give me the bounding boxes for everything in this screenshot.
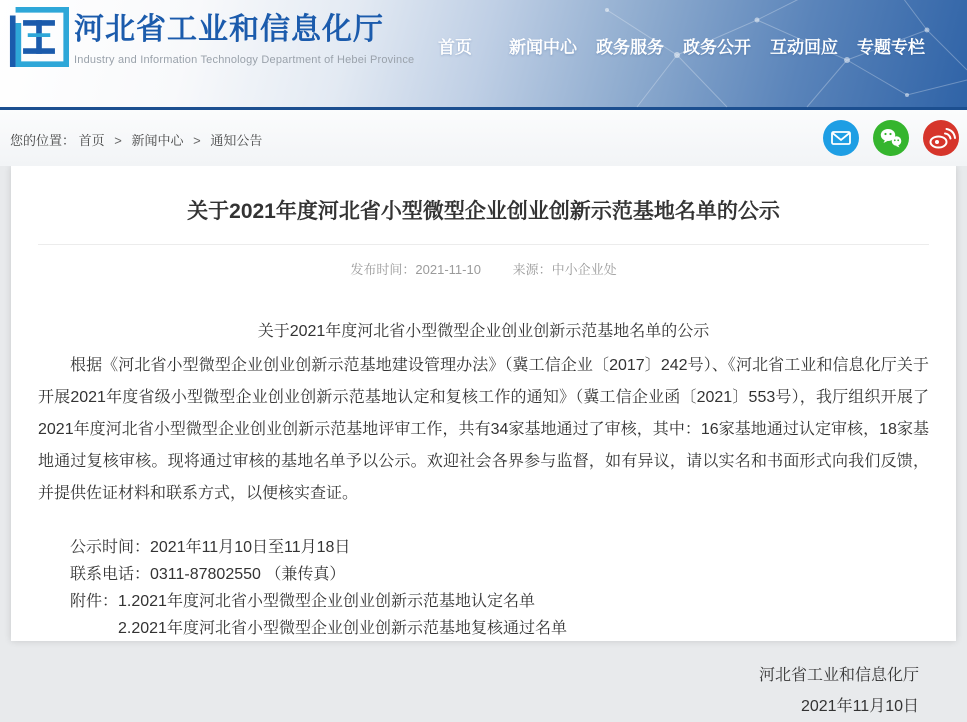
- hebei-miit-logo-icon[interactable]: [9, 7, 69, 67]
- article-title: 关于2021年度河北省小型微型企业创业创新示范基地名单的公示: [187, 200, 780, 223]
- signature-date: 2021年11月10日: [800, 698, 919, 715]
- site-brand: [74, 12, 414, 66]
- social-share-icons: [823, 120, 959, 156]
- breadcrumb-separator: >: [114, 133, 122, 148]
- site-header: [0, 0, 967, 107]
- email-icon[interactable]: [823, 120, 859, 156]
- breadcrumb-separator: >: [193, 133, 201, 148]
- breadcrumb-label: 您的位置：: [10, 133, 76, 148]
- nav-item-gov-services[interactable]: 政务服务: [596, 38, 664, 57]
- weibo-icon[interactable]: [923, 120, 959, 156]
- wechat-icon[interactable]: [873, 120, 909, 156]
- signature-block: [38, 660, 929, 722]
- breadcrumb-item-news-center[interactable]: 新闻中心: [131, 133, 184, 148]
- article-card: [11, 166, 956, 715]
- article-divider: [38, 244, 929, 245]
- attachment-link-2[interactable]: 2.2021年度河北省小型微型企业创业创新示范基地复核通过名单: [118, 620, 567, 637]
- site-subtitle: Industry and Information Technology Department of Hebei Province: [74, 54, 415, 66]
- body-title: 关于2021年度河北省小型微型企业创业创新示范基地名单的公示: [257, 323, 710, 340]
- breadcrumb-item-home[interactable]: 首页: [78, 133, 105, 148]
- nav-item-home[interactable]: 首页: [438, 38, 472, 57]
- breadcrumb: [10, 130, 262, 149]
- body-paragraph: 根据《河北省小型微型企业创业创新示范基地建设管理办法》（冀工信企业〔2017〕242号）、《河北省工业和信息化厅关于开展2021年度省级小型微型企业创业创新示范基地认定和复核工作的通知》（冀工信企业函〔2021〕553号），我厅组织开展了2021年度河北省小型微型企业创业创新示范基地评审工作，共有34家基地通过了审核，其中：16家基地通过认定审核，18家基地通过复核审核。现将通过审核的基地名单予以公示。欢迎社会各界参与监督，如有异议，请以实名和书面形式向我们反馈，并提供佐证材料和联系方式，以便核实查证。: [38, 357, 929, 502]
- article-meta: [38, 259, 929, 278]
- contact-phone: 联系电话：0311-87802550 （兼传真）: [70, 566, 346, 583]
- nav-item-special-topics[interactable]: 专题专栏: [857, 38, 925, 57]
- notice-period: 公示时间：2021年11月10日至11月18日: [70, 539, 351, 556]
- article-body: [38, 316, 929, 722]
- nav-item-interaction[interactable]: 互动回应: [770, 38, 838, 57]
- breadcrumb-bar: [0, 110, 967, 166]
- attachment-link-1[interactable]: 附件：1.2021年度河北省小型微型企业创业创新示范基地认定名单: [70, 593, 535, 610]
- breadcrumb-item-notices[interactable]: 通知公告: [210, 133, 263, 148]
- article-source: 来源：中小企业处: [512, 262, 617, 277]
- site-title: 河北省工业和信息化厅: [74, 13, 384, 46]
- main-nav: [438, 33, 925, 58]
- signature-org: 河北省工业和信息化厅: [758, 667, 919, 684]
- nav-item-gov-disclosure[interactable]: 政务公开: [683, 38, 751, 57]
- content-area: [0, 166, 967, 715]
- publish-date: 发布时间：2021-11-10: [350, 262, 481, 277]
- nav-item-news-center[interactable]: 新闻中心: [509, 38, 577, 57]
- info-block: [38, 534, 929, 642]
